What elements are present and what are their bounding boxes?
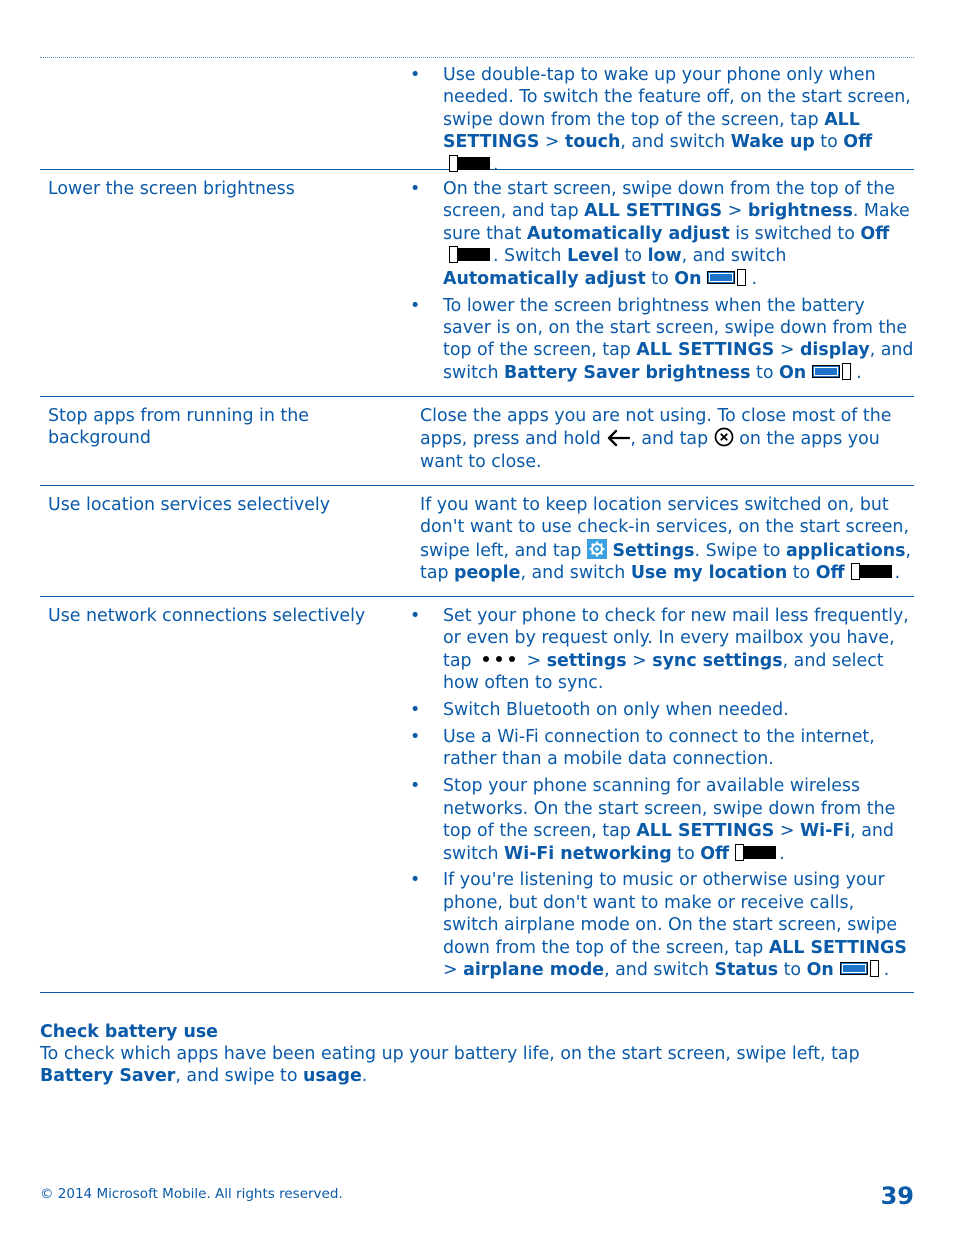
bold-term: On (778, 362, 807, 383)
text-run: , and select how often to sync. (443, 650, 884, 694)
bold-term: Automatically adjust (526, 223, 730, 244)
text-run: , and switch (681, 246, 787, 267)
bold-term: Status (714, 960, 779, 981)
text-run: to (750, 362, 779, 383)
text-run: Close the apps you are not using. To close most of the apps, press and hold (420, 406, 892, 450)
text-run: . Swipe to (694, 540, 786, 561)
row-content (420, 605, 914, 986)
close-circle-icon (714, 427, 734, 447)
text-run: To lower the screen brightness when the battery saver is on, on the start screen, swipe down from the top of the screen, tap (443, 295, 908, 361)
table-row-location (40, 486, 914, 597)
text-run: > (521, 650, 547, 671)
text-run: . (779, 843, 785, 864)
bold-term: Battery Saver brightness (504, 362, 751, 383)
row-content (420, 494, 914, 585)
bold-term: On (674, 268, 702, 289)
text-run: . Make sure that (443, 201, 910, 244)
bullet-item (420, 869, 914, 981)
footer-copyright: © 2014 Microsoft Mobile. All rights reserved. (40, 1186, 343, 1202)
bold-term: low (647, 246, 682, 267)
text-run: . (493, 154, 499, 175)
text-run: Use a Wi-Fi connection to connect to the internet, rather than a mobile data connection. (443, 727, 875, 770)
text-run: . Switch (493, 246, 568, 267)
text-run: , and switch (620, 132, 731, 153)
section-heading: Check battery use (40, 1022, 218, 1042)
table-row-network (40, 597, 914, 993)
text-run: . (894, 563, 901, 584)
bold-term: Wi-Fi (799, 821, 851, 842)
bold-term: settings (546, 650, 627, 671)
bullet-item (420, 295, 914, 385)
text-run: > (722, 201, 748, 222)
toggle-off-icon (449, 246, 493, 263)
text-run: , and swipe to (175, 1066, 304, 1087)
table-row-double-tap (40, 64, 914, 175)
bold-term: Wake up (730, 132, 815, 153)
bold-term: ALL SETTINGS (636, 821, 775, 842)
text-run: > (443, 960, 464, 981)
bold-term: usage (303, 1066, 362, 1087)
text-run: On the start screen, swipe down from the top of the screen, and tap (443, 179, 895, 222)
text-run: , and switch (604, 960, 715, 981)
row-content (420, 178, 914, 389)
text-run: , and switch (443, 340, 914, 383)
bullet-item (420, 726, 914, 771)
text-run: , and switch (443, 821, 894, 864)
bold-term: ALL SETTINGS (443, 109, 860, 153)
row-content (420, 64, 914, 181)
text-run: to (671, 843, 701, 864)
text-run: to (645, 268, 675, 289)
top-dotted-rule (40, 57, 914, 58)
bullet-item (420, 775, 914, 865)
bold-term: people (454, 563, 521, 584)
text-run: > (626, 650, 653, 671)
bold-term: sync settings (652, 650, 783, 671)
bold-term: Level (567, 246, 620, 267)
text-run: . (751, 268, 757, 289)
bold-term: touch (565, 132, 621, 153)
toggle-on-icon (812, 363, 856, 380)
bold-term: Off (700, 843, 730, 864)
text-run: > (774, 340, 800, 361)
more-dots-icon (477, 653, 521, 665)
row-label: Use location services selectively (48, 495, 331, 515)
table-row-background-apps (40, 397, 914, 486)
text-run: to (619, 246, 648, 267)
text-run: , and tap (630, 429, 714, 450)
bold-term: Automatically adjust (443, 268, 646, 289)
text-run: on the apps you want to close. (420, 429, 880, 472)
text-run: > (539, 132, 565, 153)
text-run: > (774, 821, 800, 842)
text-run: to (787, 563, 816, 584)
row-label: Use network connections selectively (48, 606, 366, 626)
text-run: . (361, 1066, 368, 1087)
bold-term: Battery Saver (40, 1066, 176, 1087)
text-run: to (778, 960, 807, 981)
toggle-on-icon (707, 269, 751, 286)
bold-term: Off (860, 223, 890, 244)
row-content (420, 405, 914, 473)
bold-term: applications (785, 540, 906, 561)
table-row-brightness (40, 170, 914, 397)
bullet-item (420, 699, 914, 721)
bold-term: Off (815, 563, 845, 584)
text-run: is switched to (729, 223, 861, 244)
toggle-off-icon (735, 844, 779, 861)
bold-term: display (799, 340, 870, 361)
text-run: If you're listening to music or otherwise using your phone, but don't want to make or receive calls, switch airplane mode on. On the start screen, swipe down from the top of the screen, tap (443, 870, 898, 958)
text-run: Set your phone to check for new mail less frequently, or even by request only. In every mailbox you have, tap (443, 606, 909, 671)
toggle-on-icon (840, 960, 884, 977)
bold-term: Wi-Fi networking (504, 843, 672, 864)
row-label: Lower the screen brightness (48, 179, 295, 199)
bold-term: Use my location (630, 563, 788, 584)
bullet-item (420, 178, 914, 290)
back-arrow-icon (606, 429, 630, 447)
bold-term: Off (843, 132, 873, 153)
text-run: Switch Bluetooth on only when needed. (443, 700, 789, 721)
bold-term: On (806, 960, 834, 981)
text-run: . (856, 362, 862, 383)
text-run: . (883, 960, 890, 981)
text-run: If you want to keep location services switched on, but don't want to use check-in services, on the start screen, swipe left, and tap (420, 495, 909, 561)
page-number: 39 (880, 1182, 914, 1210)
bold-term: airplane mode (463, 960, 605, 981)
row-label: Stop apps from running in the background (48, 406, 309, 449)
bold-term: Settings (612, 540, 695, 561)
bold-term: brightness (747, 201, 853, 222)
bold-term: ALL SETTINGS (768, 937, 907, 958)
text-run: To check which apps have been eating up your battery life, on the start screen, swipe left, tap (40, 1044, 860, 1064)
bullet-item (420, 605, 914, 695)
text-run: , and switch (520, 563, 631, 584)
text-run: Stop your phone scanning for available wireless networks. On the start screen, swipe down from the top of the screen, tap (443, 776, 896, 842)
section-body (40, 1043, 920, 1088)
text-run: , tap (420, 540, 912, 584)
text-run: to (814, 132, 844, 153)
settings-gear-icon (587, 539, 607, 559)
bullet-item (420, 64, 914, 176)
toggle-off-icon (851, 563, 895, 580)
text-run: Use double-tap to wake up your phone only when needed. To switch the feature off, on the start screen, swipe down from the top of the screen, tap (443, 65, 911, 130)
bold-term: ALL SETTINGS (584, 201, 723, 222)
bold-term: ALL SETTINGS (636, 340, 775, 361)
